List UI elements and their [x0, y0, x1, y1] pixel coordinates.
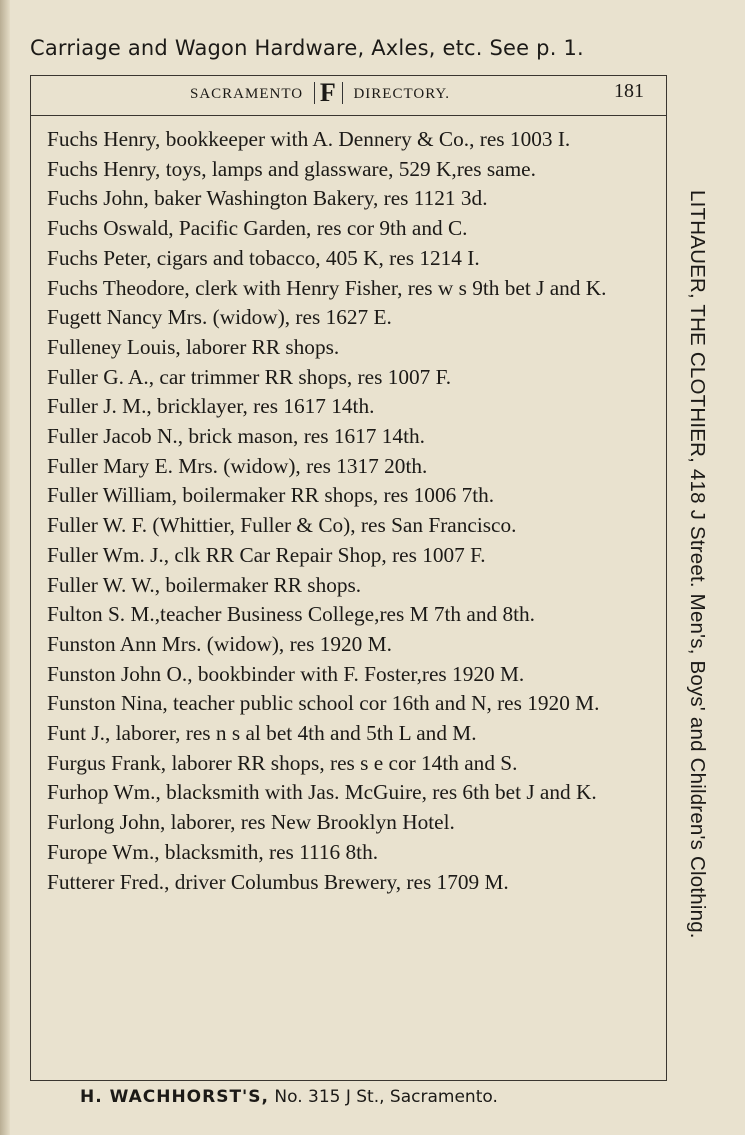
directory-entry: Fuchs Theodore, clerk with Henry Fisher, res w s 9th bet J and K.	[47, 275, 607, 300]
directory-entry: Funston Nina, teacher public school cor 16th and N, res 1920 M.	[47, 691, 600, 716]
top-advertisement-banner: Carriage and Wagon Hardware, Axles, etc. See p. 1.	[30, 36, 584, 60]
directory-entry: Fuchs John, baker Washington Bakery, res 1121 3d.	[47, 186, 488, 211]
directory-entry: Fuller J. M., bricklayer, res 1617 14th.	[47, 394, 375, 419]
directory-entry: Fuchs Peter, cigars and tobacco, 405 K, res 1214 I.	[47, 245, 480, 270]
directory-entry: Fugett Nancy Mrs. (widow), res 1627 E.	[47, 305, 392, 330]
running-head-city: SACRAMENTO	[190, 86, 304, 102]
directory-entry: Furlong John, laborer, res New Brooklyn Hotel.	[47, 810, 455, 835]
directory-entry: Fulton S. M.,teacher Business College,res M 7th and 8th.	[47, 602, 536, 627]
directory-entry: Funston Ann Mrs. (widow), res 1920 M.	[47, 631, 392, 656]
header-rule	[30, 115, 667, 116]
page-number: 181	[614, 80, 644, 102]
directory-entry: Furope Wm., blacksmith, res 1116 8th.	[47, 839, 379, 864]
directory-entry: Fuller Jacob N., brick mason, res 1617 14th.	[47, 424, 425, 449]
side-advertisement-text: LITHAUER, THE CLOTHIER, 418 J Street. Men's, Boys' and Children's Clothing.	[686, 190, 709, 939]
directory-entry: Furgus Frank, laborer RR shops, res s e cor 14th and S.	[47, 750, 518, 775]
running-head	[190, 78, 520, 107]
directory-entry: Futterer Fred., driver Columbus Brewery, res 1709 M.	[47, 869, 509, 894]
directory-entry: Fuller G. A., car trimmer RR shops, res 1007 F.	[47, 364, 452, 389]
side-advertisement	[664, 190, 712, 950]
directory-entry: Fuchs Henry, toys, lamps and glassware, 529 K,res same.	[47, 156, 536, 181]
running-head-directory: DIRECTORY.	[353, 86, 451, 102]
directory-entry: Fuller W. F. (Whittier, Fuller & Co), res San Francisco.	[47, 513, 517, 538]
directory-entry: Fuller Mary E. Mrs. (widow), res 1317 20th.	[47, 453, 428, 478]
footer-advertisement	[80, 1087, 680, 1107]
footer-brand: H. WACHHORST'S,	[80, 1087, 269, 1107]
directory-entries	[47, 125, 662, 897]
directory-entry: Fuller William, boilermaker RR shops, res 1006 7th.	[47, 483, 495, 508]
directory-entry: Fulleney Louis, laborer RR shops.	[47, 334, 340, 359]
footer-address: No. 315 J St., Sacramento.	[268, 1087, 498, 1107]
directory-entry: Furhop Wm., blacksmith with Jas. McGuire, res 6th bet J and K.	[47, 780, 597, 805]
directory-entry: Fuchs Henry, bookkeeper with A. Dennery & Co., res 1003 I.	[47, 127, 571, 151]
directory-entry: Funt J., laborer, res n s al bet 4th and 5th L and M.	[47, 721, 477, 746]
directory-entry: Fuller W. W., boilermaker RR shops.	[47, 572, 362, 597]
page-edge	[0, 0, 10, 1135]
running-head-letter: F	[314, 82, 343, 104]
directory-entry: Fuchs Oswald, Pacific Garden, res cor 9th and C.	[47, 216, 468, 241]
directory-entry: Fuller Wm. J., clk RR Car Repair Shop, res 1007 F.	[47, 542, 486, 567]
directory-entry: Funston John O., bookbinder with F. Foster,res 1920 M.	[47, 661, 525, 686]
